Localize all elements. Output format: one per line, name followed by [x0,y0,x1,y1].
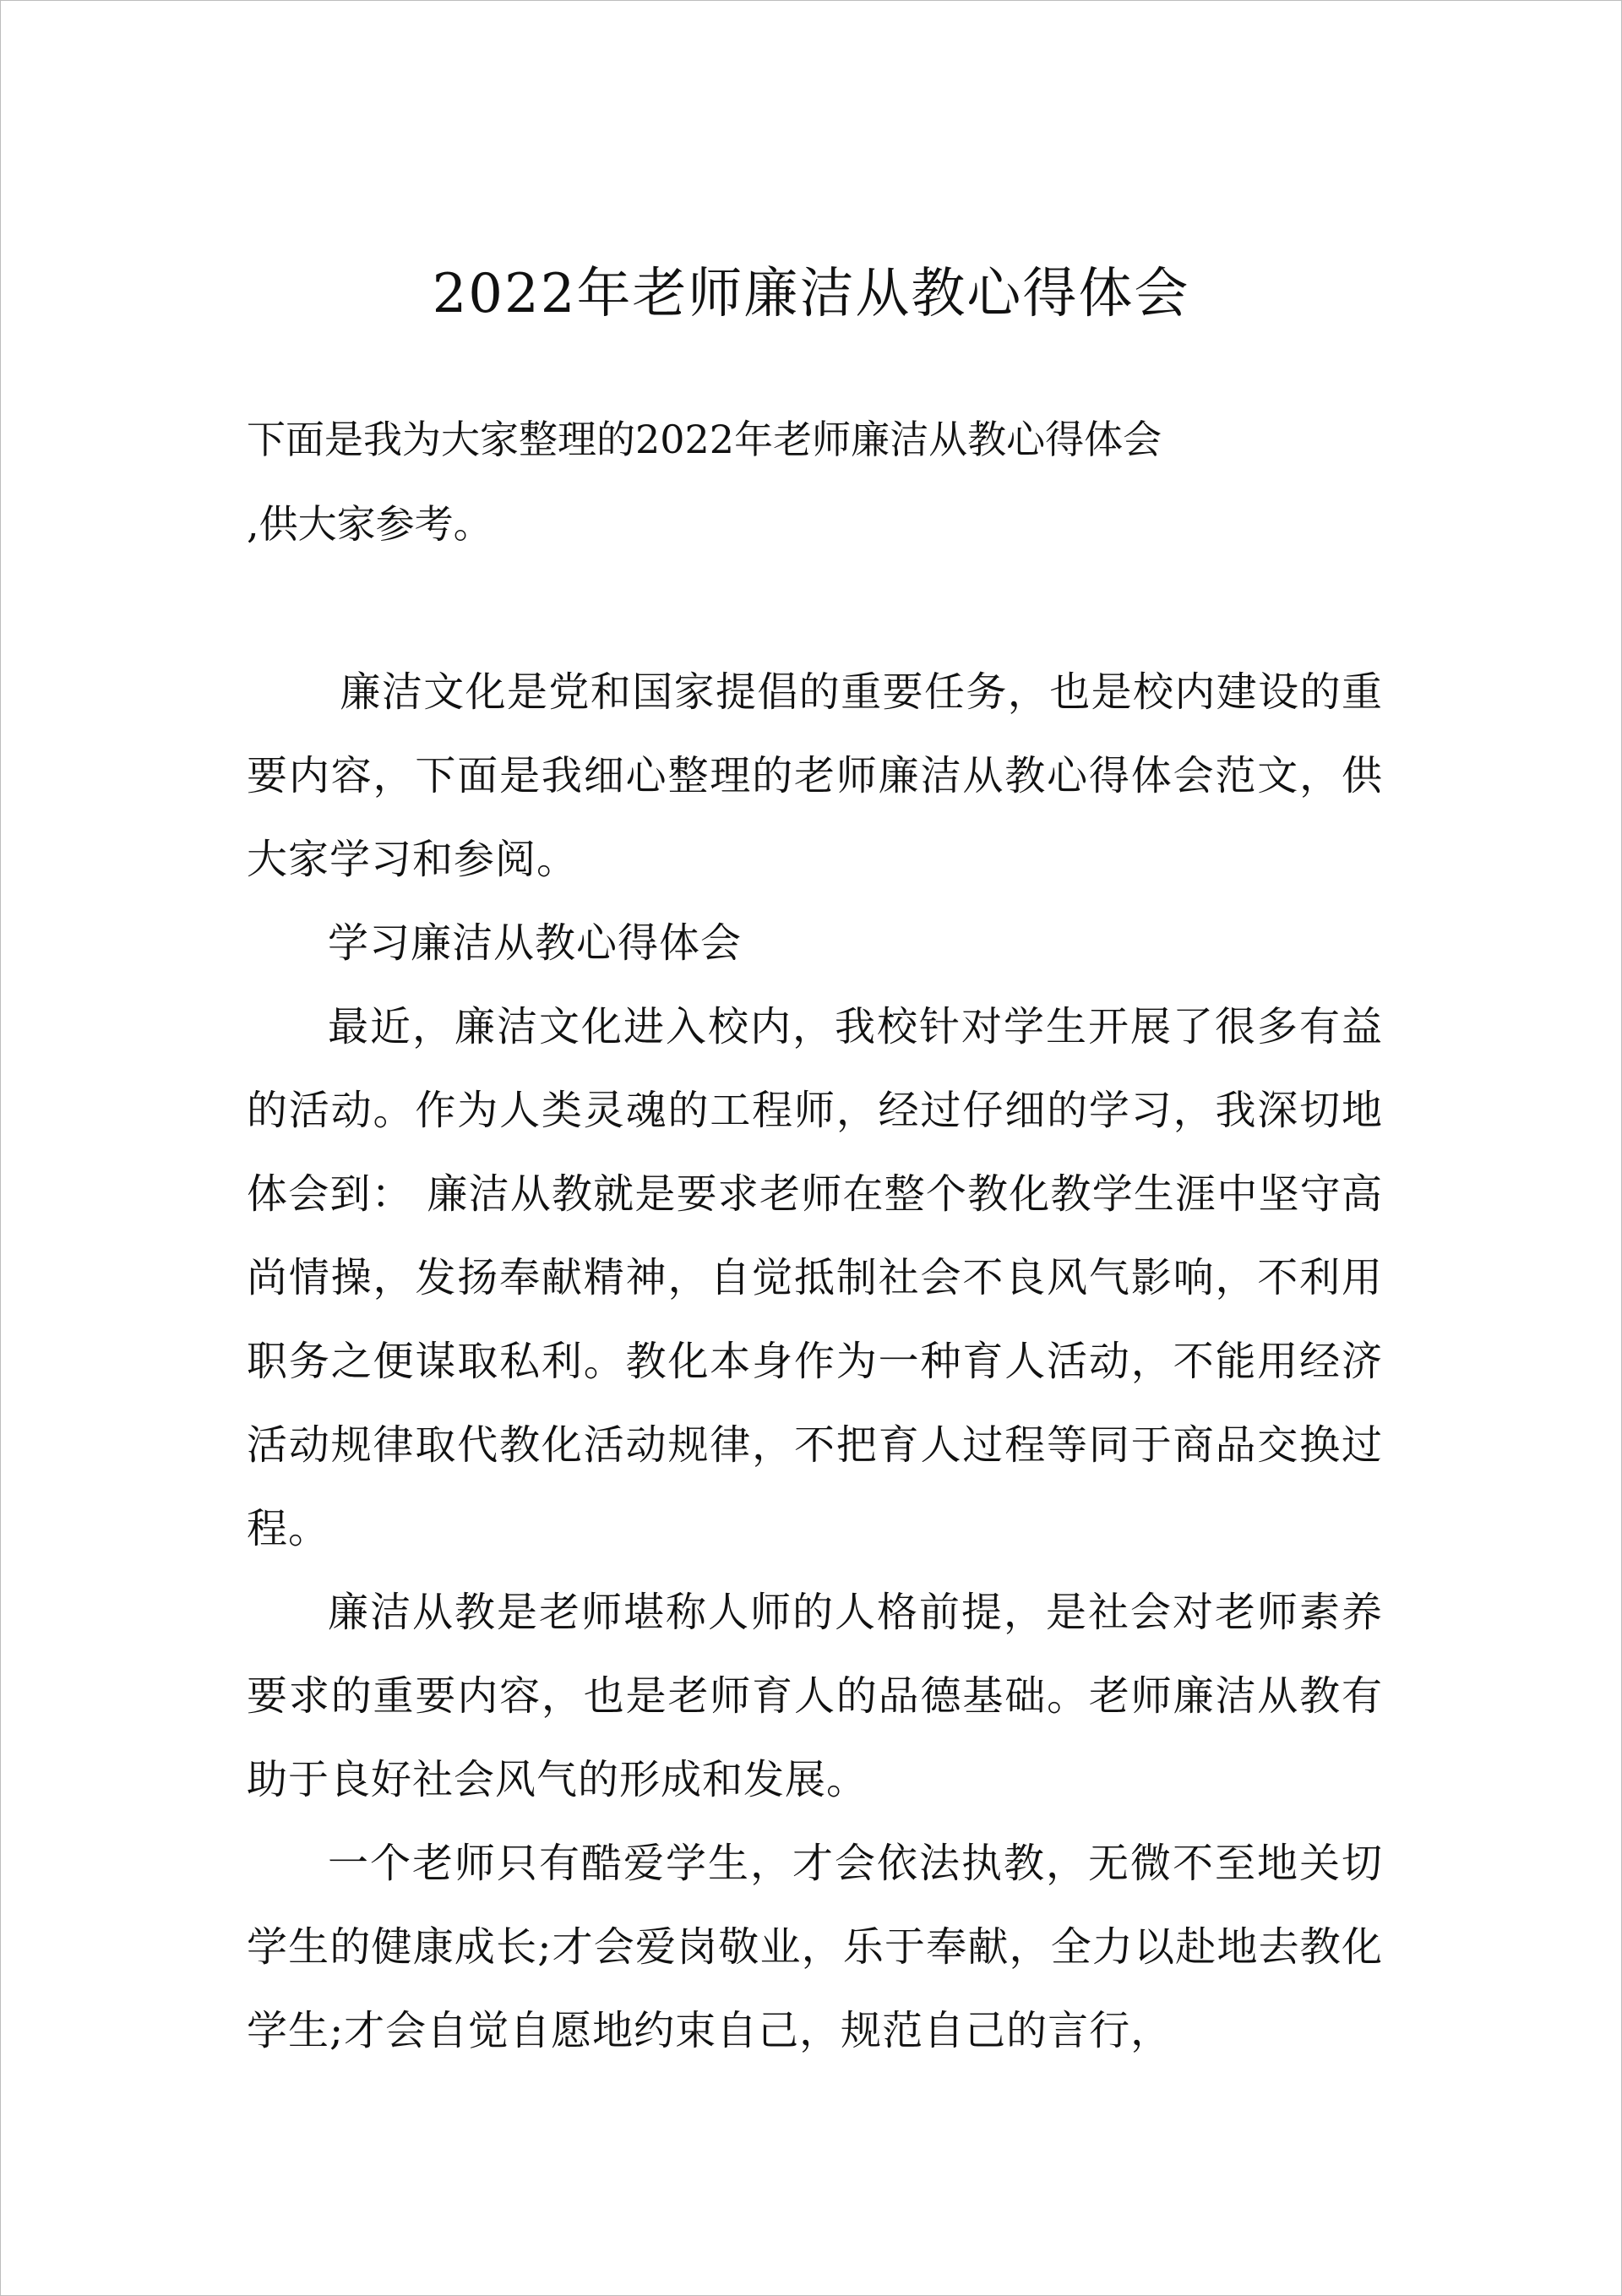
body-paragraph: 廉洁从教是老师堪称人师的人格前提，是社会对老师素养要求的重要内容，也是老师育人的品德基础。老师廉洁从教有助于良好社会风气的形成和发展。 [247,1589,1383,1803]
section-heading: 学习廉洁从教心得体会 [328,919,743,967]
body-paragraph: 一个老师只有酷爱学生，才会依法执教，无微不至地关切学生的健康成长;才会爱岗敬业，乐于奉献，全力以赴地去教化学生;才会自觉自愿地约束自己，规范自己的言行， [247,1840,1383,2054]
intro-line: 下面是我为大家整理的2022年老师廉洁从教心得体会 [247,417,1162,462]
body-paragraph: 最近，廉洁文化进入校内，我校针对学生开展了很多有益的活动。作为人类灵魂的工程师，经过仔细的学习，我深切地体会到： 廉洁从教就是要求老师在整个教化教学生涯中坚守高尚情操，发扬奉献精神，自觉抵制社会不良风气影响，不利用职务之便谋取私利。教化本身作为一种育人活动，不能用经济活动规律取代教化活动规律，不把育人过程等同于商品交换过程。 [247,1003,1383,1552]
document-body [247,651,1383,2073]
document-title: 2022年老师廉洁从教心得体会 [432,263,1190,325]
intro-line: ,供大家参考。 [247,501,493,547]
body-paragraph: 廉洁文化是党和国家提倡的重要任务，也是校内建设的重要内容，下面是我细心整理的老师廉洁从教心得体会范文，供大家学习和参阅。 [247,668,1383,883]
intro [247,397,1514,566]
